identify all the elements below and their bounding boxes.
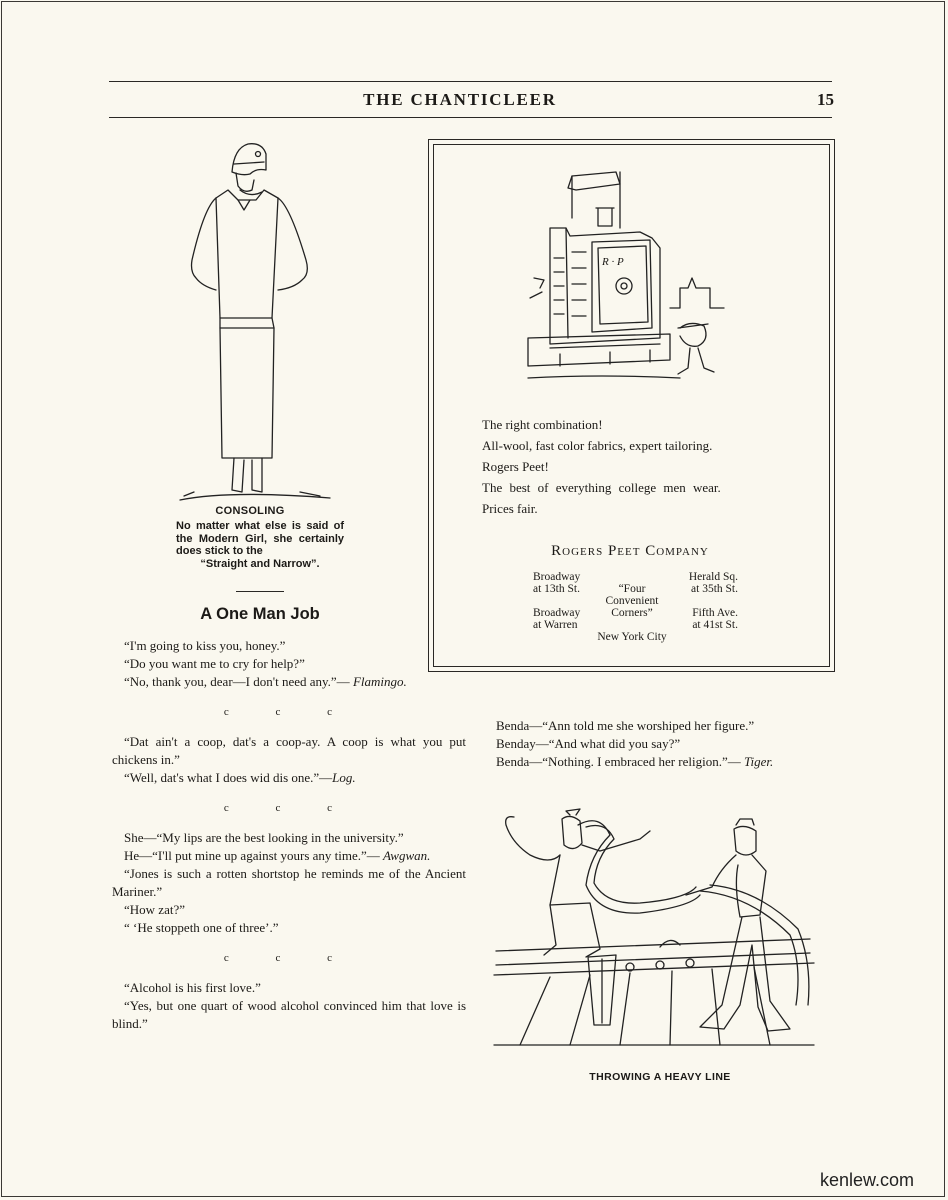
joke-line: She—“My lips are the best looking in the university.”: [124, 830, 404, 845]
consoling-caption-body: No matter what else is said of the Modern Girl, she certainly does stick to the: [176, 520, 344, 557]
joke-line: “Jones is such a rotten shortstop he reminds me of the Ancient Mariner.”: [112, 866, 466, 899]
header-top-rule: [109, 81, 832, 82]
ad-line: The best of everything college men wear.: [482, 480, 721, 495]
joke-line: Benday—“And what did you say?”: [496, 736, 681, 751]
advertisement-copy: [482, 414, 786, 519]
watermark: kenlew.com: [820, 1170, 915, 1190]
header-title: THE CHANTICLEER: [363, 90, 557, 109]
advertisement-company: Rogers Peet Company: [551, 543, 709, 559]
joke-line: “ ‘He stoppeth one of three’.”: [124, 920, 279, 935]
joke-source: Awgwan.: [383, 848, 431, 863]
store-building-illustration: [520, 168, 760, 398]
joke-line: “Yes, but one quart of wood alcohol convinced him that love is blind.”: [112, 998, 466, 1031]
consoling-caption-last-line: “Straight and Narrow”.: [200, 557, 320, 570]
sailors-throwing-line-illustration: [490, 795, 830, 1055]
ad-line: All-wool, fast color fabrics, expert tailoring.: [482, 438, 713, 453]
ad-line: Prices fair.: [482, 501, 538, 516]
joke-line: Benda—“Nothing. I embraced her religion.”— Tiger.: [496, 754, 774, 769]
page-number: 15: [817, 90, 834, 109]
sailors-caption: THROWING A HEAVY LINE: [589, 1071, 731, 1083]
location-broadway-13th: Broadway at 13th St.: [533, 571, 581, 595]
ad-line: The right combination!: [482, 417, 603, 432]
location-four-corners: “Four Convenient Corners”: [605, 583, 659, 619]
joke-line: “Well, dat's what I does wid dis one.”—Log.: [124, 770, 356, 785]
consoling-caption-title: CONSOLING: [215, 505, 285, 517]
location-broadway-warren: Broadway at Warren: [533, 607, 581, 631]
joke-line: “I'm going to kiss you, honey.”: [124, 638, 286, 653]
joke-separator: c c c: [223, 706, 355, 718]
joke-line: “How zat?”: [124, 902, 185, 917]
joke-line: “Dat ain't a coop, dat's a coop-ay. A coop is what you put chickens in.”: [112, 734, 466, 767]
joke-line: “Alcohol is his first love.”: [124, 980, 261, 995]
joke-source: Tiger.: [744, 754, 774, 769]
joke-source: Flamingo.: [352, 674, 407, 689]
location-fifth-ave: Fifth Ave. at 41st St.: [692, 607, 738, 631]
consoling-caption-text: [176, 520, 344, 570]
section-divider: [236, 591, 284, 592]
joke-separator: c c c: [223, 952, 355, 964]
joke-line: He—“I'll put mine up against yours any time.”— Awgwan.: [124, 848, 431, 863]
left-column-jokes: [112, 637, 466, 1033]
joke-source: Log.: [332, 770, 356, 785]
right-column-jokes: [484, 717, 838, 771]
location-herald-sq: Herald Sq. at 35th St.: [688, 571, 738, 595]
location-city: New York City: [597, 631, 667, 643]
joke-line: “No, thank you, dear—I don't need any.”— Flamingo.: [124, 674, 407, 689]
header-bottom-rule: [109, 117, 832, 118]
ad-line: Rogers Peet!: [482, 459, 549, 474]
modern-girl-illustration: [170, 140, 340, 505]
joke-line: “Do you want me to cry for help?”: [124, 656, 305, 671]
article-title: A One Man Job: [200, 605, 320, 623]
building-sign-letters: R · P: [602, 256, 624, 268]
joke-separator: c c c: [223, 802, 355, 814]
joke-line: Benda—“Ann told me she worshiped her figure.”: [496, 718, 755, 733]
